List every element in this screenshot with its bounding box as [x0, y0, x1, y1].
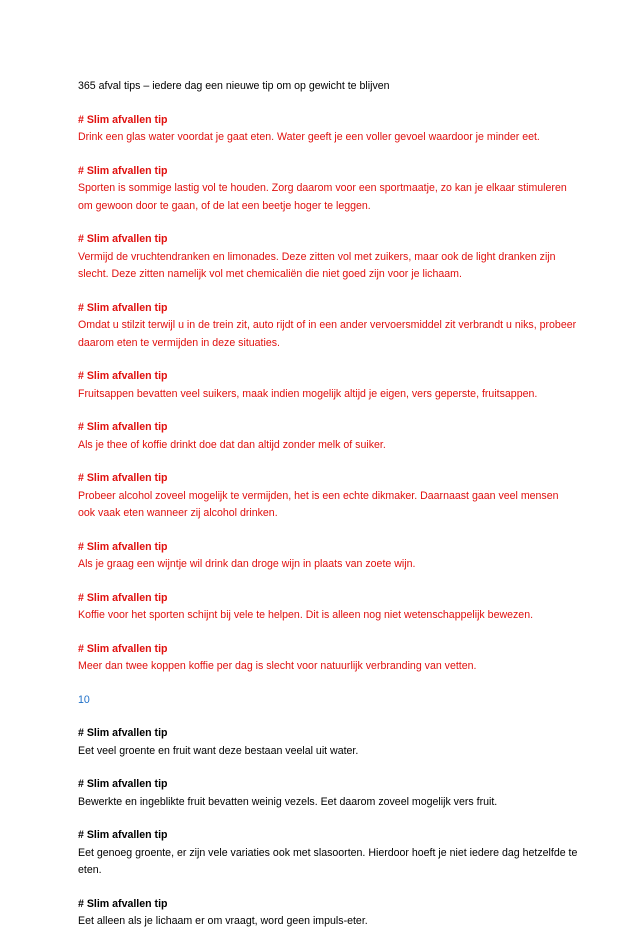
tip-text: Als je thee of koffie drinkt doe dat dan altijd zonder melk of suiker. [78, 438, 386, 451]
tip-text: Eet alleen als je lichaam er om vraagt, word geen impuls-eter. [78, 915, 368, 927]
tip-heading: # Slim afvallen tip [78, 727, 168, 739]
tip-heading: # Slim afvallen tip [78, 370, 168, 382]
tip-block [78, 231, 578, 284]
tip-heading: # Slim afvallen tip [78, 233, 168, 245]
tip-text: Meer dan twee koppen koffie per dag is slecht voor natuurlijk verbranding van vetten. [78, 660, 477, 672]
tip-block [78, 896, 578, 931]
tip-text: Drink een glas water voordat je gaat eten. Water geeft je een voller gevoel waardoor je minder eet. [78, 131, 540, 143]
tip-block [78, 539, 578, 574]
tip-text: Eet veel groente en fruit want deze bestaan veelal uit water. [78, 744, 359, 757]
tip-heading: # Slim afvallen tip [78, 778, 168, 790]
tip-block [78, 300, 578, 353]
tip-heading: # Slim afvallen tip [78, 829, 168, 841]
tip-heading: # Slim afvallen tip [78, 642, 168, 655]
tip-heading: # Slim afvallen tip [78, 540, 168, 553]
tip-block [78, 725, 578, 760]
tip-block [78, 590, 578, 625]
tip-block [78, 470, 578, 523]
tip-text: Bewerkte en ingeblikte fruit bevatten weinig vezels. Eet daarom zoveel mogelijk vers fruit. [78, 795, 498, 808]
tip-block [78, 112, 578, 147]
tip-block [78, 419, 578, 454]
tip-block [78, 163, 578, 216]
tip-heading: # Slim afvallen tip [78, 897, 168, 910]
tip-heading: # Slim afvallen tip [78, 301, 168, 314]
tip-block [78, 641, 578, 676]
tip-heading: # Slim afvallen tip [78, 164, 168, 177]
tip-text: Probeer alcohol zoveel mogelijk te vermijden, het is een echte dikmaker. Daarnaast gaan veel mensen ook vaak eten wanneer zij alcohol drinken. [78, 489, 559, 519]
tip-text: Als je graag een wijntje wil drink dan droge wijn in plaats van zoete wijn. [78, 558, 416, 570]
tip-heading: # Slim afvallen tip [78, 472, 168, 484]
tip-heading: # Slim afvallen tip [78, 591, 168, 604]
tip-text: Vermijd de vruchtendranken en limonades. Deze zitten vol met zuikers, maar ook de light dranken zijn slecht. Deze zitten namelijk vol met chemicaliën die niet goed zijn voor je lichaam. [78, 250, 556, 280]
tip-text: Fruitsappen bevatten veel suikers, maak indien mogelijk altijd je eigen, vers geperste, fruitsappen. [78, 387, 538, 400]
tip-text: Koffie voor het sporten schijnt bij vele te helpen. Dit is alleen nog niet wetenschappelijk bewezen. [78, 609, 534, 621]
tip-block [78, 368, 578, 403]
tip-text: Omdat u stilzit terwijl u in de trein zit, auto rijdt of in een ander vervoersmiddel zit verbrandt u niks, probeer daarom eten te vermijden in deze situaties. [78, 319, 577, 349]
page-number: 10 [78, 693, 90, 706]
tip-heading: # Slim afvallen tip [78, 113, 168, 126]
tip-text: Eet genoeg groente, er zijn vele variaties ook met slasoorten. Hierdoor hoeft je niet iedere dag hetzelfde te eten. [78, 846, 578, 876]
document-page [78, 78, 578, 947]
tip-block [78, 827, 578, 880]
tip-heading: # Slim afvallen tip [78, 421, 168, 433]
tip-text: Sporten is sommige lastig vol te houden. Zorg daarom voor een sportmaatje, zo kan je elkaar stimuleren om gewoon door te gaan, of de lat een beetje hoger te leggen. [78, 182, 567, 212]
tip-block [78, 776, 578, 811]
document-title: 365 afval tips – iedere dag een nieuwe tip om op gewicht te blijven [78, 80, 390, 92]
